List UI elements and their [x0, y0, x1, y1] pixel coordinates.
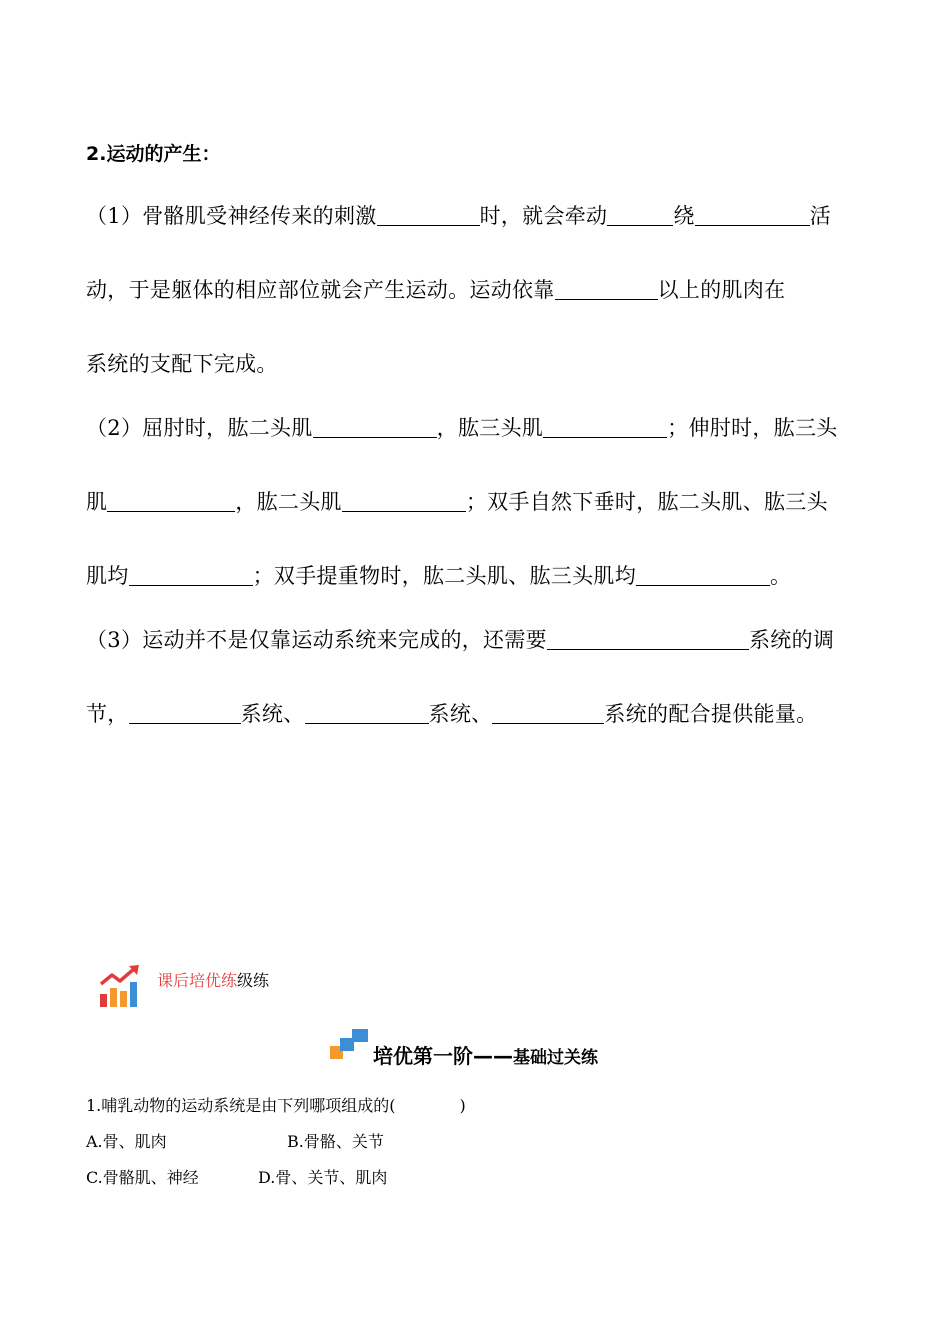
part1-text-e: 动，于是躯体的相应部位就会产生运动。运动依靠 — [86, 278, 555, 302]
stage-title-main: 培优第一阶 — [373, 1044, 473, 1068]
part3-text-d: 系统、 — [240, 702, 305, 726]
stage-title-dash: —— — [473, 1044, 513, 1068]
part1-text-a: （1）骨骼肌受神经传来的刺激 — [86, 204, 377, 228]
part3-line2 — [86, 698, 817, 728]
part1-line2 — [86, 274, 785, 304]
blank-lift[interactable] — [636, 563, 770, 586]
part1-line3: 系统的支配下完成。 — [86, 352, 278, 376]
stairs-icon — [328, 1028, 370, 1062]
part1-line1 — [86, 200, 831, 230]
blank-hang[interactable] — [129, 563, 253, 586]
question-1-text: 1.哺乳动物的运动系统是由下列哪项组成的( — [86, 1096, 396, 1115]
part3-text-c: 节， — [86, 702, 129, 726]
blank-muscle-count[interactable] — [555, 277, 658, 300]
banner-black-text: 级练 — [237, 971, 270, 990]
exercise-banner — [157, 968, 269, 991]
part3-line1 — [86, 624, 834, 654]
part2-text-a: （2）屈肘时，肱二头肌 — [86, 416, 313, 440]
part2-text-d: 肌 — [86, 490, 108, 514]
part2-text-i: 。 — [770, 564, 792, 588]
option-d[interactable]: D.骨、关节、肌肉 — [258, 1168, 388, 1187]
blank-biceps-flex[interactable] — [313, 415, 437, 438]
blank-stimulus[interactable] — [377, 203, 480, 226]
blank-system-2[interactable] — [305, 701, 429, 724]
part2-line3 — [86, 560, 791, 590]
part1-text-b: 时，就会牵动 — [479, 204, 608, 228]
stage-title-sub: 基础过关练 — [513, 1048, 598, 1068]
part3-text-a: （3）运动并不是仅靠运动系统来完成的，还需要 — [86, 628, 547, 652]
part2-line2 — [86, 486, 828, 516]
question-1-stem — [86, 1093, 466, 1116]
question-1-paren: ) — [459, 1096, 466, 1115]
part1-text-c: 绕 — [673, 204, 695, 228]
blank-system-1[interactable] — [129, 701, 241, 724]
part3-text-e: 系统、 — [428, 702, 493, 726]
part2-text-h: ；双手提重物时，肱二头肌、肱三头肌均 — [252, 564, 637, 588]
option-c[interactable]: C.骨骼肌、神经 — [86, 1168, 199, 1187]
part2-text-c: ；伸肘时，肱三头 — [667, 416, 838, 440]
banner-red-text: 课后培优练 — [157, 971, 238, 990]
section-title: 2.运动的产生： — [86, 143, 221, 165]
part1-text-f: 以上的肌肉在 — [657, 278, 786, 302]
growth-chart-icon — [98, 964, 144, 1010]
part3-text-f: 系统的配合提供能量。 — [604, 702, 818, 726]
part3-text-b: 系统的调 — [748, 628, 835, 652]
blank-nervous-system[interactable] — [547, 627, 749, 650]
blank-joint[interactable] — [695, 203, 810, 226]
part1-text-d: 活 — [809, 204, 831, 228]
part2-text-b: ，肱三头肌 — [436, 416, 544, 440]
blank-triceps-extend[interactable] — [107, 489, 235, 512]
part2-text-g: 肌均 — [86, 564, 129, 588]
part2-text-f: ；双手自然下垂时，肱二头肌、肱三头 — [465, 490, 828, 514]
blank-biceps-extend[interactable] — [342, 489, 466, 512]
option-a[interactable]: A.骨、肌肉 — [86, 1132, 167, 1151]
blank-system-3[interactable] — [492, 701, 604, 724]
blank-triceps-flex[interactable] — [543, 415, 667, 438]
part2-text-e: ，肱二头肌 — [235, 490, 342, 514]
blank-bone[interactable] — [607, 203, 673, 226]
part2-line1 — [86, 412, 838, 442]
stage-title — [373, 1040, 598, 1069]
option-b[interactable]: B.骨骼、关节 — [287, 1132, 384, 1151]
